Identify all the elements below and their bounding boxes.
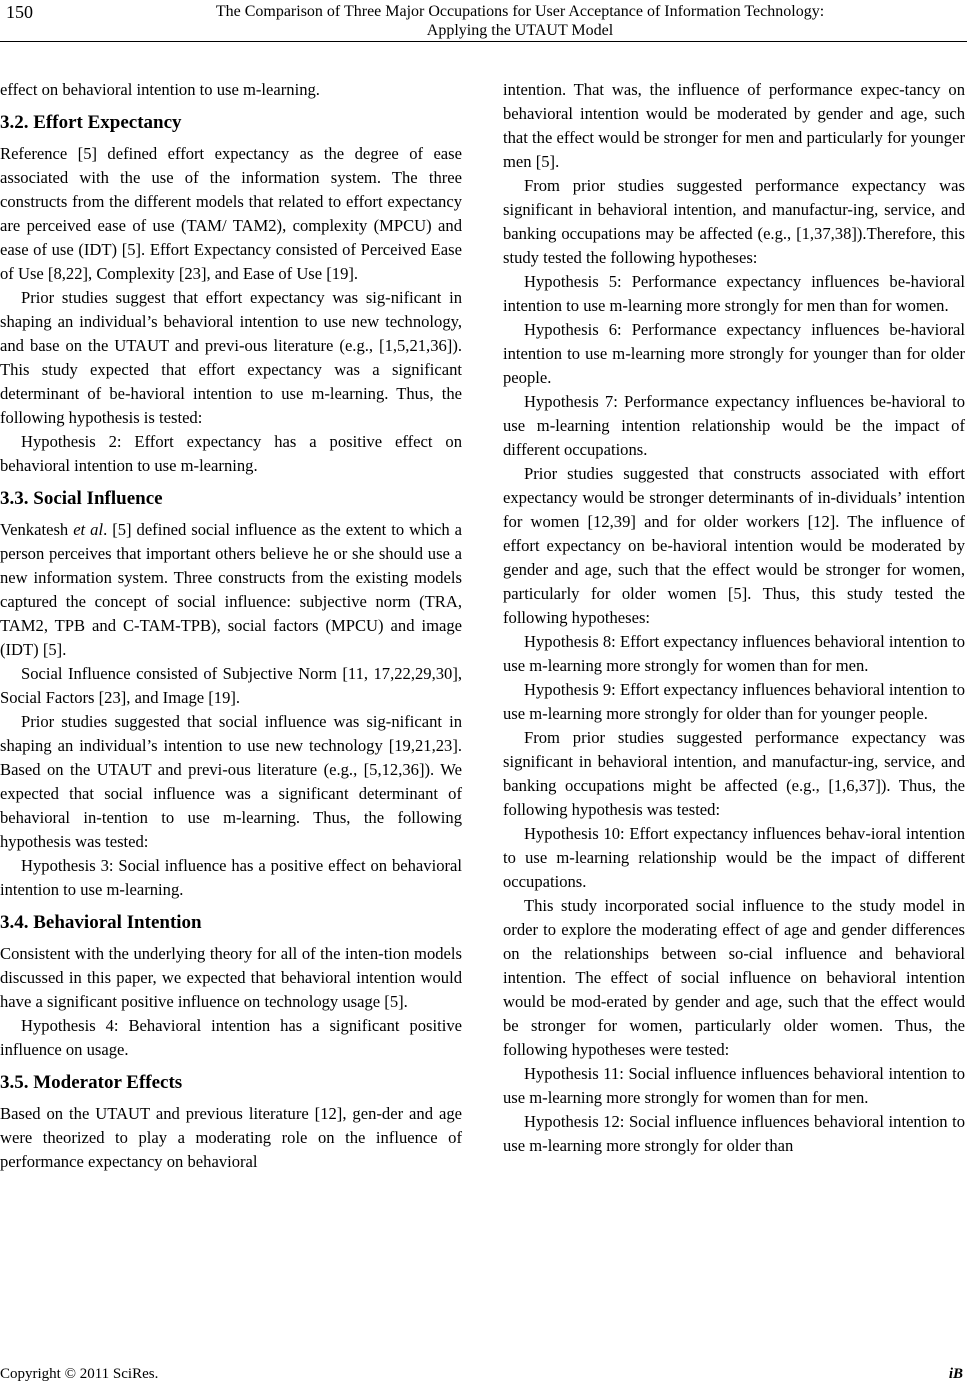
text-run: . [5] defined social influence as the extent to which a person perceives that important others believe he or she should use a new information system. Three constructs from the existing models captured the concept of social influence: subjective norm (TRA, TAM2, TPB and C-TAM-TPB), social factors (MPCU) and image (IDT) [5]. <box>0 520 463 659</box>
paragraph: Prior studies suggest that effort expectancy was sig-nificant in shaping an individual’s behavioral intention to use new technology, and base on the UTAUT and previ-ous literature (e.g., [1,5,21,36]). This study expected that effort expectancy was a significant determinant of be-havioral intention to use m-learning. Thus, the following hypothesis is tested: <box>0 288 462 427</box>
page-number: 150 <box>6 2 33 22</box>
journal-abbreviation: iB <box>948 1366 963 1382</box>
running-title <box>140 2 900 40</box>
hypothesis-11: Hypothesis 11: Social influence influences behavioral intention to use m-learning more strongly for women than for men. <box>503 1064 965 1107</box>
paragraph: effect on behavioral intention to use m-learning. <box>0 80 320 99</box>
paragraph: From prior studies suggested performance expectancy was significant in behavioral intention, and manufactur-ing, service, and banking occupations might be affected (e.g., [1,6,37]). Thus, the following hypothesis was tested: <box>503 728 965 819</box>
text-run: Venkatesh <box>0 520 74 539</box>
paragraph: Based on the UTAUT and previous literature [12], gen-der and age were theorized to play a moderating role on the influence of performance expectancy on behavioral <box>0 1104 462 1171</box>
running-title-line-1: The Comparison of Three Major Occupations for User Acceptance of Information Technology: <box>215 3 825 20</box>
paragraph: Reference [5] defined effort expectancy as the degree of ease associated with the use of the information system. The three constructs from the different models that related to effort expectancy are perceived ease of use (TAM/ TAM2), complexity (MPCU) and ease of use (IDT) [5]. Effort Expectancy consisted of Perceived Ease of Use [8,22], Complexity [23], and Ease of Use [19]. <box>0 144 462 283</box>
text-run-italic: et al <box>73 520 104 539</box>
running-title-line-2: Applying the UTAUT Model <box>426 22 614 39</box>
section-heading-behavioral-intention: 3.4. Behavioral Intention <box>0 912 202 933</box>
paragraph <box>0 518 462 662</box>
section-heading-moderator-effects: 3.5. Moderator Effects <box>0 1072 183 1093</box>
copyright-notice: Copyright © 2011 SciRes. <box>0 1366 159 1382</box>
page-header <box>0 0 967 62</box>
section-heading-effort-expectancy: 3.2. Effort Expectancy <box>0 112 182 133</box>
paragraph: Prior studies suggested that constructs associated with effort expectancy would be stronger determinants of in-dividuals’ intention for women [12,39] and for older workers [12]. The influence of effort expectancy on be-havioral intention would be moderated by gender and age, such that the effect would be stronger for women, particularly for older women [5]. Thus, this study tested the following hypotheses: <box>503 464 965 627</box>
header-rule <box>0 41 967 42</box>
hypothesis-4: Hypothesis 4: Behavioral intention has a significant positive influence on usage. <box>0 1016 462 1059</box>
hypothesis-2: Hypothesis 2: Effort expectancy has a positive effect on behavioral intention to use m-learning. <box>0 432 462 475</box>
hypothesis-10: Hypothesis 10: Effort expectancy influences behav-ioral intention to use m-learning relationship would be the impact of different occupations. <box>503 824 965 891</box>
hypothesis-5: Hypothesis 5: Performance expectancy influences be-havioral intention to use m-learning more strongly for men than for women. <box>503 272 965 315</box>
hypothesis-7: Hypothesis 7: Performance expectancy influences be-havioral to use m-learning intention relationship would be the impact of different occupations. <box>503 392 965 459</box>
hypothesis-6: Hypothesis 6: Performance expectancy influences be-havioral intention to use m-learning more strongly for younger than for older people. <box>503 320 965 387</box>
page-footer <box>0 1366 967 1386</box>
hypothesis-3: Hypothesis 3: Social influence has a positive effect on behavioral intention to use m-learning. <box>0 856 462 899</box>
left-column <box>0 78 462 1174</box>
paragraph: Social Influence consisted of Subjective Norm [11, 17,22,29,30], Social Factors [23], and Image [19]. <box>0 664 462 707</box>
paragraph: This study incorporated social influence to the study model in order to explore the moderating effect of age and gender differences on the relationships between so-cial influence and behavioral intention. The effect of social influence on behavioral intention would be mod-erated by gender and age, such that the effect would be stronger for women, particularly older women. Thus, the following hypotheses were tested: <box>503 896 965 1059</box>
paragraph: Consistent with the underlying theory for all of the inten-tion models discussed in this paper, we expected that behavioral intention would have a significant positive influence on technology usage [5]. <box>0 944 462 1011</box>
hypothesis-8: Hypothesis 8: Effort expectancy influences behavioral intention to use m-learning more strongly for women than for men. <box>503 632 965 675</box>
paragraph: From prior studies suggested performance expectancy was significant in behavioral intention, and manufactur-ing, service, and banking occupations may be affected (e.g., [1,37,38]).Therefore, this study tested the following hypotheses: <box>503 176 965 267</box>
hypothesis-9: Hypothesis 9: Effort expectancy influences behavioral intention to use m-learning more strongly for older than for younger people. <box>503 680 965 723</box>
paragraph: intention. That was, the influence of performance expec-tancy on behavioral intention would be moderated by gender and age, such that the effect would be stronger for men and particularly for younger men [5]. <box>503 80 965 171</box>
paragraph: Prior studies suggested that social influence was sig-nificant in shaping an individual’s intention to use new technology [19,21,23]. Based on the UTAUT and previ-ous literature (e.g., [5,12,36]). We expected that social influence was a significant determinant of behavioral in-tention to use m-learning. Thus, the following hypothesis was tested: <box>0 712 462 851</box>
section-heading-social-influence: 3.3. Social Influence <box>0 488 163 509</box>
hypothesis-12: Hypothesis 12: Social influence influences behavioral intention to use m-learning more strongly for older than <box>503 1112 965 1155</box>
right-column <box>503 78 965 1158</box>
